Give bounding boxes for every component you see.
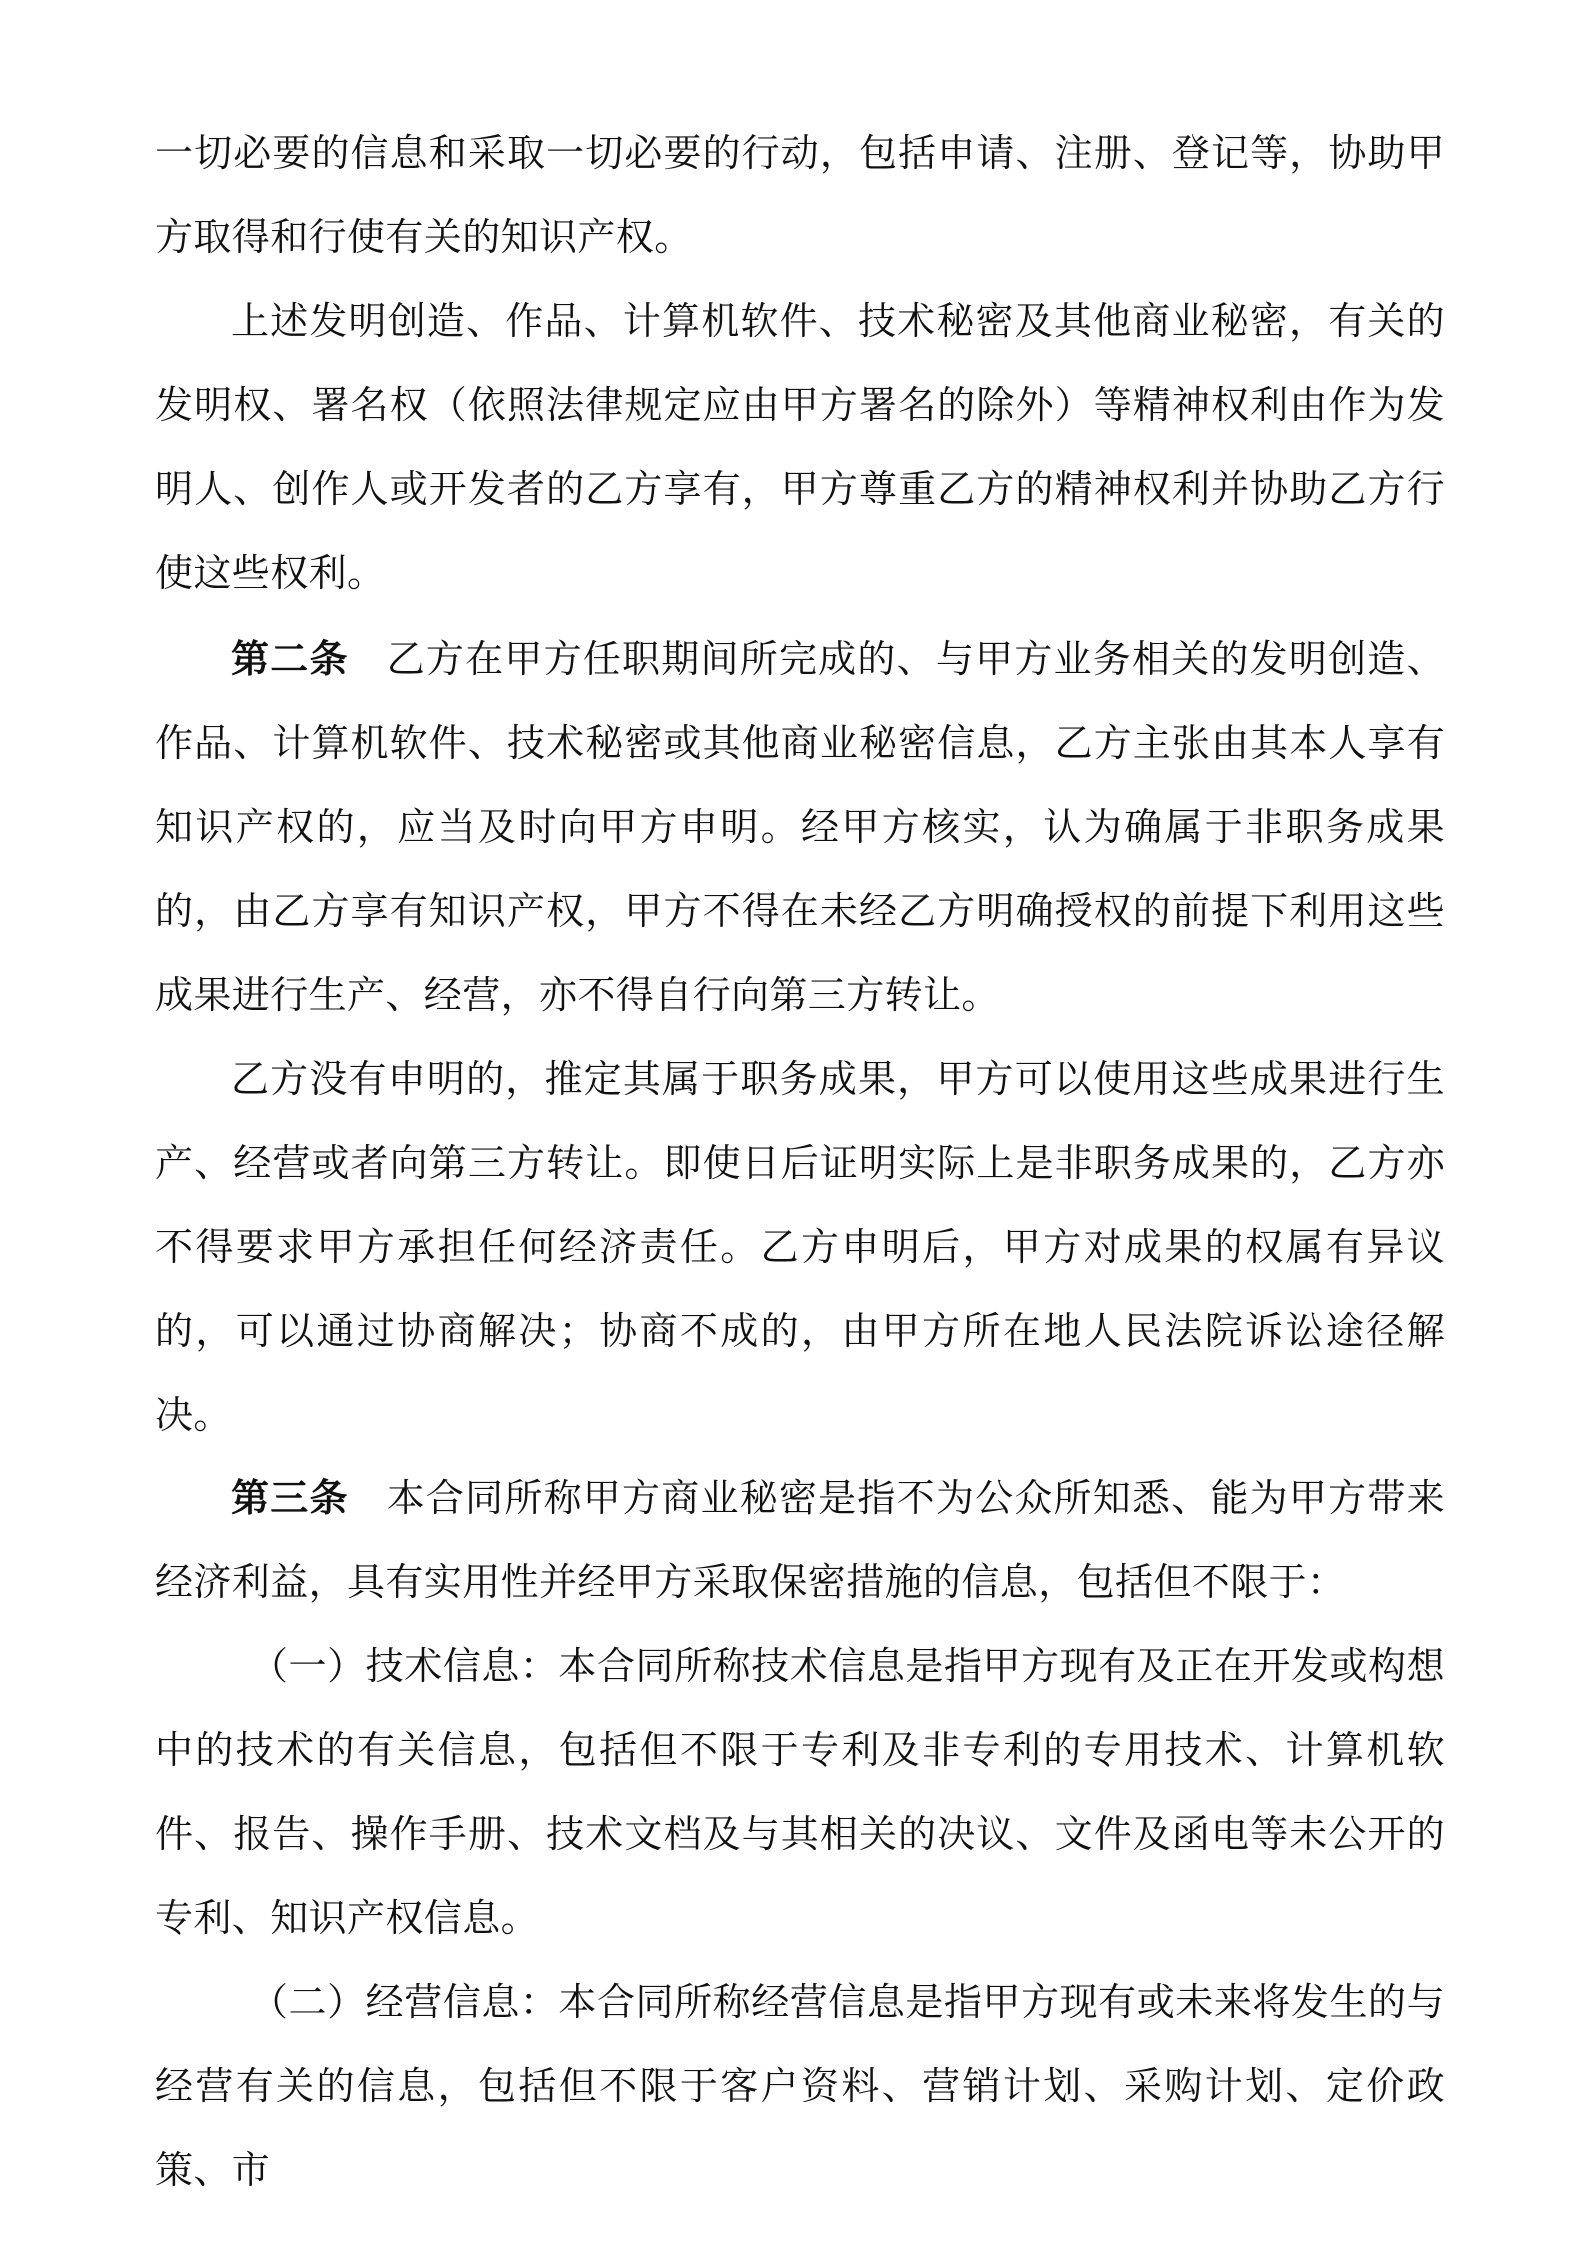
paragraph-1: [155, 111, 1445, 279]
paragraph-1-text: 一切必要的信息和采取一切必要的行动，包括申请、注册、登记等，协助甲方取得和行使有关的知识产权。: [155, 131, 1445, 259]
clause-1-technical-info: [155, 1624, 1445, 1960]
paragraph-2-text: 上述发明创造、作品、计算机软件、技术秘密及其他商业秘密，有关的发明权、署名权（依照法律规定应由甲方署名的除外）等精神权利由作为发明人、创作人或开发者的乙方享有，甲方尊重乙方的精神权利并协助乙方行使这些权利。: [155, 299, 1445, 595]
article-2-paragraph: [155, 617, 1445, 1037]
article-3-paragraph: [155, 1456, 1445, 1624]
paragraph-2: [155, 279, 1445, 615]
paragraph-4-text: 乙方没有申明的，推定其属于职务成果，甲方可以使用这些成果进行生产、经营或者向第三方转让。即使日后证明实际上是非职务成果的，乙方亦不得要求甲方承担任何经济责任。乙方申明后，甲方对成果的权属有异议的，可以通过协商解决；协商不成的，由甲方所在地人民法院诉讼途径解决。: [155, 1057, 1445, 1437]
clause-1-text: （一）技术信息：本合同所称技术信息是指甲方现有及正在开发或构想中的技术的有关信息，包括但不限于专利及非专利的专用技术、计算机软件、报告、操作手册、技术文档及与其相关的决议、文件及函电等未公开的专利、知识产权信息。: [155, 1644, 1445, 1940]
article-2-text: 乙方在甲方任职期间所完成的、与甲方业务相关的发明创造、作品、计算机软件、技术秘密或其他商业秘密信息，乙方主张由其本人享有知识产权的，应当及时向甲方申明。经甲方核实，认为确属于非职务成果的，由乙方享有知识产权，甲方不得在未经乙方明确授权的前提下利用这些成果进行生产、经营，亦不得自行向第三方转让。: [155, 637, 1445, 1017]
article-3-number: 第三条: [231, 1476, 349, 1520]
clause-2-business-info: [155, 1960, 1445, 2212]
clause-2-text: （二）经营信息：本合同所称经营信息是指甲方现有或未来将发生的与经营有关的信息，包括但不限于客户资料、营销计划、采购计划、定价政策、市: [155, 1980, 1445, 2192]
paragraph-4: [155, 1037, 1445, 1457]
article-2-number: 第二条: [231, 637, 349, 681]
article-3-text: 本合同所称甲方商业秘密是指不为公众所知悉、能为甲方带来经济利益，具有实用性并经甲方采取保密措施的信息，包括但不限于：: [155, 1476, 1445, 1604]
